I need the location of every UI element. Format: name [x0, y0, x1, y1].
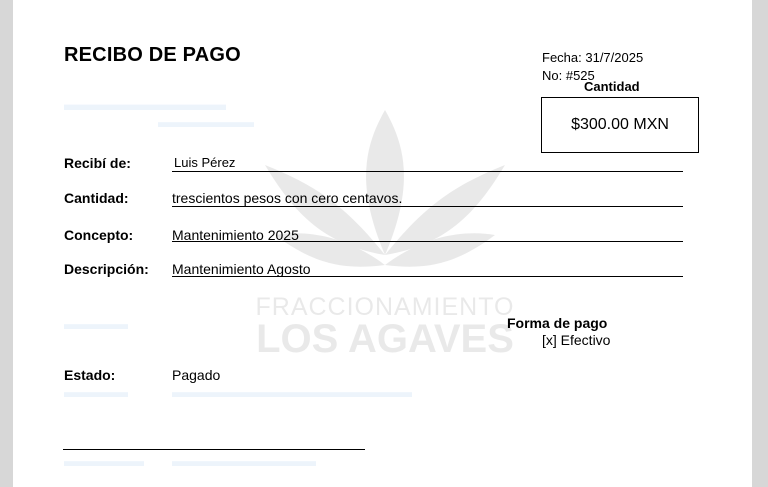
- description-value: Mantenimiento Agosto: [172, 261, 311, 277]
- received-from-label: Recibí de:: [64, 155, 131, 171]
- concept-line: [172, 241, 683, 242]
- description-line: [172, 276, 683, 277]
- received-from-line: [172, 171, 683, 172]
- description-label: Descripción:: [64, 261, 149, 277]
- receipt-number: No: #525: [542, 68, 595, 83]
- received-from-value: Luis Pérez: [174, 155, 236, 170]
- status-value: Pagado: [172, 367, 221, 383]
- receipt-paper: [13, 0, 752, 487]
- signature-line: [63, 449, 365, 450]
- amount-words-line: [172, 206, 683, 207]
- receipt-title: RECIBO DE PAGO: [64, 44, 241, 66]
- amount-words-label: Cantidad:: [64, 190, 129, 206]
- concept-value: Mantenimiento 2025: [172, 227, 299, 243]
- concept-label: Concepto:: [64, 227, 134, 243]
- amount-value: $300.00 MXN: [571, 116, 669, 133]
- amount-words-value: trescientos pesos con cero centavos.: [172, 190, 403, 206]
- status-label: Estado:: [64, 367, 116, 383]
- amount-label: Cantidad: [584, 79, 640, 94]
- payment-method-label: Forma de pago: [507, 315, 608, 331]
- amount-box: [541, 97, 699, 153]
- receipt-date: Fecha: 31/7/2025: [542, 50, 644, 65]
- payment-method-value: [x] Efectivo: [542, 332, 611, 348]
